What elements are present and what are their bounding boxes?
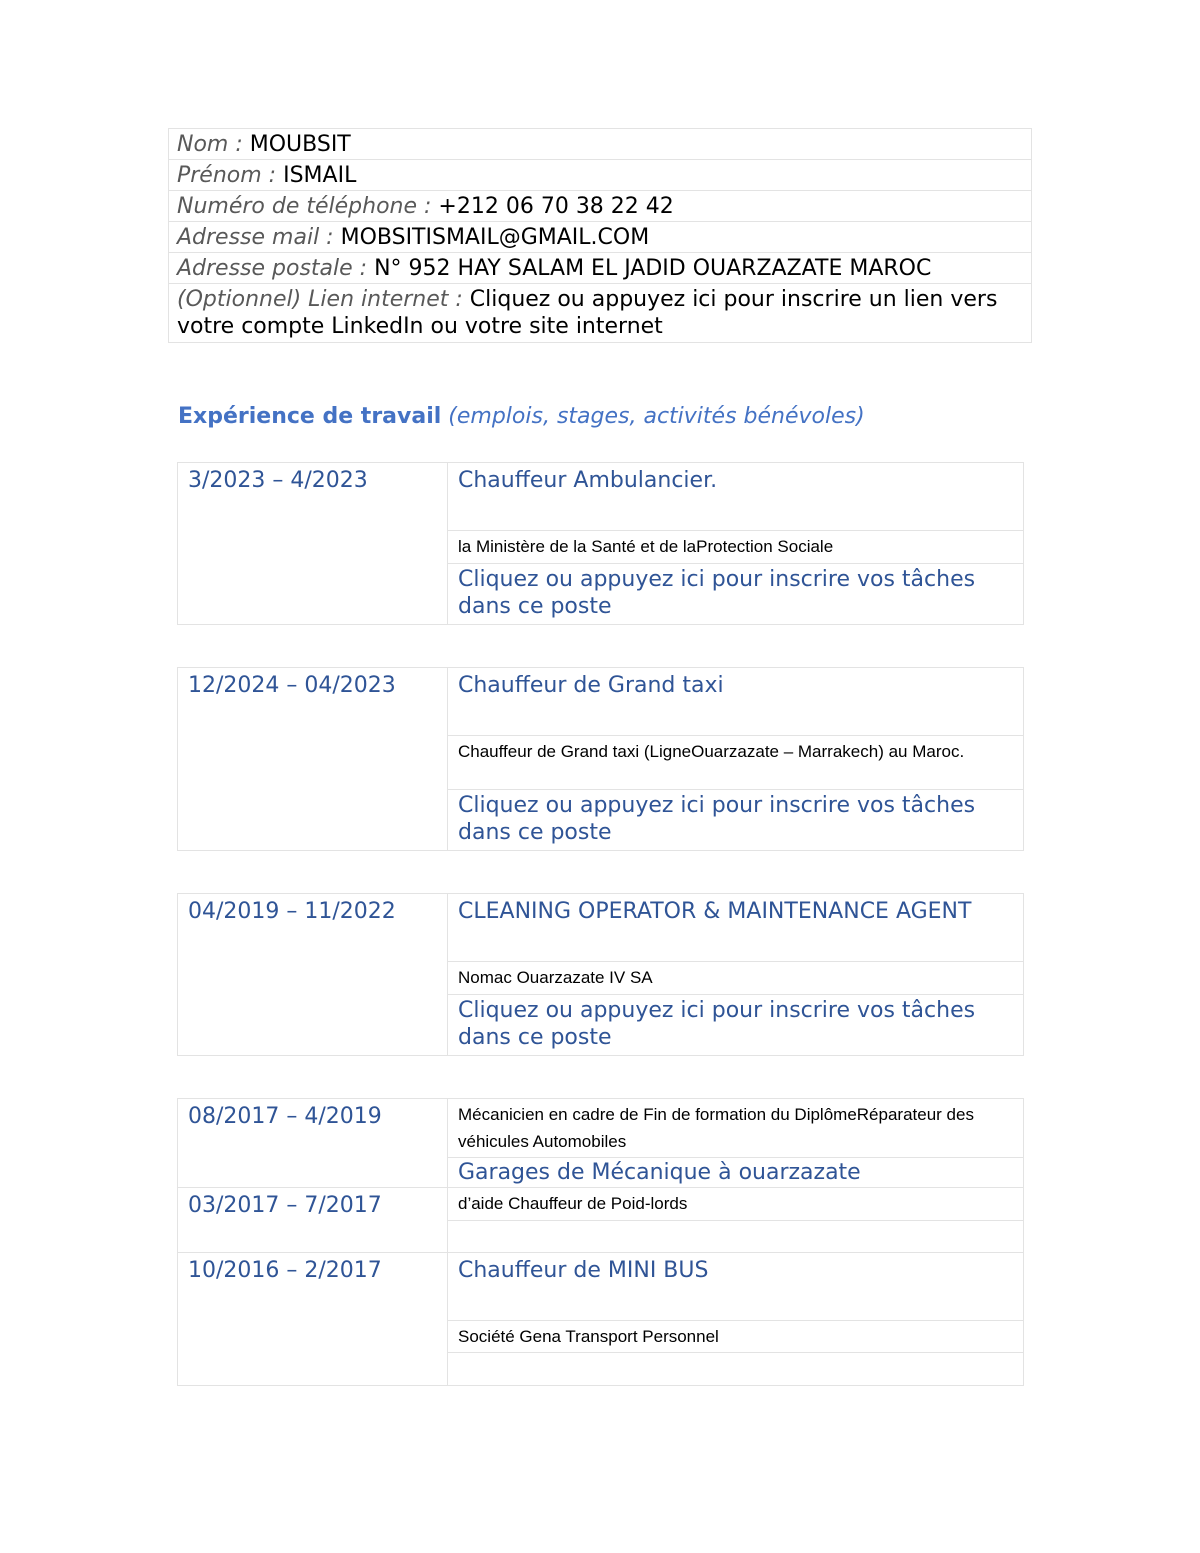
contact-row-email xyxy=(169,222,1032,253)
section-heading xyxy=(178,404,865,429)
job-title: Chauffeur de MINI BUS xyxy=(458,1258,709,1283)
section-subtitle: (emplois, stages, activités bénévoles) xyxy=(448,404,865,429)
experience-table xyxy=(177,667,1024,851)
employer: Nomac Ouarzazate IV SA xyxy=(458,968,653,988)
tasks-placeholder[interactable]: Cliquez ou appuyez ici pour inscrire vos tâches dans ce poste xyxy=(458,566,976,619)
job-description: d’aide Chauffeur de Poid-lords xyxy=(458,1194,688,1213)
employer: Société Gena Transport Personnel xyxy=(458,1327,719,1346)
contact-value: MOBSITISMAIL@GMAIL.COM xyxy=(340,225,650,250)
empty-cell xyxy=(448,1353,1024,1386)
contact-row-link xyxy=(169,284,1032,343)
contact-row-prenom xyxy=(169,160,1032,191)
employer: Garages de Mécanique à ouarzazate xyxy=(458,1160,861,1185)
contact-label: Adresse postale : xyxy=(177,256,375,281)
contact-row-address xyxy=(169,253,1032,284)
contact-value: ISMAIL xyxy=(283,163,357,188)
experience-date: 04/2019 – 11/2022 xyxy=(178,894,448,1056)
contact-value: MOUBSIT xyxy=(249,132,351,157)
contact-label: Nom : xyxy=(177,132,250,157)
experience-date: 3/2023 – 4/2023 xyxy=(178,463,448,625)
job-description: Mécanicien en cadre de Fin de formation du DiplômeRéparateur des véhicules Automobiles xyxy=(458,1105,974,1151)
experience-date: 10/2016 – 2/2017 xyxy=(178,1253,448,1386)
contact-table xyxy=(168,128,1032,343)
job-title: Chauffeur de Grand taxi xyxy=(458,673,724,698)
job-title: Chauffeur Ambulancier. xyxy=(458,468,718,493)
experience-date: 03/2017 – 7/2017 xyxy=(178,1188,448,1253)
empty-cell xyxy=(448,1221,1024,1253)
contact-value: N° 952 HAY SALAM EL JADID OUARZAZATE MAROC xyxy=(374,256,932,281)
contact-row-nom xyxy=(169,129,1032,160)
employer: Chauffeur de Grand taxi (LigneOuarzazate – Marrakech) au Maroc. xyxy=(458,742,965,762)
contact-value: +212 06 70 38 22 42 xyxy=(438,194,674,219)
contact-label: Prénom : xyxy=(177,163,284,188)
link-placeholder[interactable]: Cliquez ou appuyez ici pour inscrire un lien vers votre compte LinkedIn ou votre site internet xyxy=(177,287,998,339)
contact-row-phone xyxy=(169,191,1032,222)
section-title: Expérience de travail xyxy=(178,404,442,429)
contact-label: Numéro de téléphone : xyxy=(177,194,439,219)
experience-date: 12/2024 – 04/2023 xyxy=(178,668,448,851)
experience-table xyxy=(177,462,1024,625)
contact-label: (Optionnel) Lien internet : xyxy=(177,287,470,312)
job-title: CLEANING OPERATOR & MAINTENANCE AGENT xyxy=(458,899,972,924)
employer: la Ministère de la Santé et de laProtection Sociale xyxy=(458,537,834,557)
experience-table xyxy=(177,893,1024,1056)
experience-date: 08/2017 – 4/2019 xyxy=(178,1099,448,1188)
experience-table-combined xyxy=(177,1098,1024,1386)
tasks-placeholder[interactable]: Cliquez ou appuyez ici pour inscrire vos tâches dans ce poste xyxy=(458,997,976,1050)
contact-label: Adresse mail : xyxy=(177,225,341,250)
tasks-placeholder[interactable]: Cliquez ou appuyez ici pour inscrire vos tâches dans ce poste xyxy=(458,792,976,845)
